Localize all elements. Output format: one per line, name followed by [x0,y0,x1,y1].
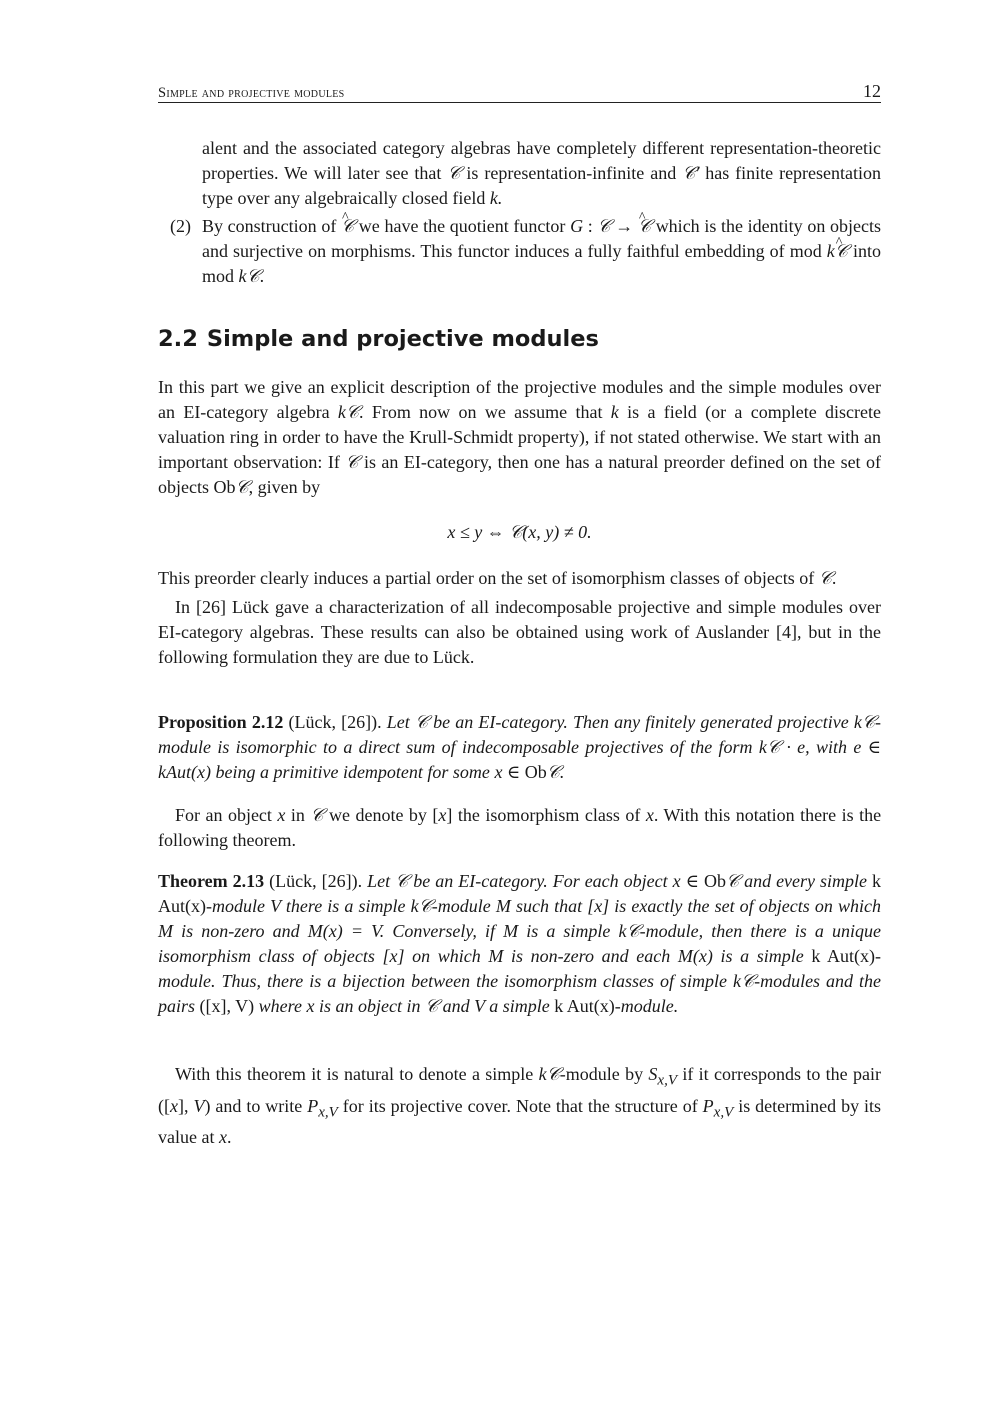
theorem-label: Theorem 2.13 [158,871,265,891]
theorem-2-13: Theorem 2.13 (Lück, [26]). Let 𝒞 be an EI-category. For each object x ∈ Ob𝒞 and every simple k Aut(x)-module V there is a simple k𝒞-module M such that [x] is exactly the set of objects on which M is non-zero and M(x) = V. Conversely, if M is a simple k𝒞-module, then there is a unique isomorphism class of objects [x] on which M is non-zero and each M(x) is a simple k Aut(x)-module. Thus, there is a bijection between the isomorphism classes of simple k𝒞-modules and the pairs ([x], V) where x is an object in 𝒞 and V a simple k Aut(x)-module. [158,871,882,1016]
section-heading [158,325,881,353]
running-title: Simple and projective modules [158,85,345,101]
running-header [158,80,881,103]
display-equation: x ≤ y ⇔ 𝒞(x, y) ≠ 0. [447,522,592,542]
proposition-label: Proposition 2.12 [158,712,284,732]
section-title: 2.2 Simple and projective modules [158,326,599,352]
continuation-block [158,136,881,289]
paragraph-luck: In [26] Lück gave a characterization of all indecomposable projective and simple modules over EI-category algebras. These results can also be obtained using work of Auslander [4], but in the following formulation they are due to Lück. [158,597,881,667]
list-item-2: (2) By construction of ^ 𝒞 we have the quotient functor G : 𝒞 → ^ 𝒞 which is the identity on objects and surjective on morphisms. This functor induces a fully faithful embedding of mod k^ 𝒞 into mod k𝒞. [158,214,881,289]
paragraph-notation: For an object x in 𝒞 we denote by [x] the isomorphism class of x. With this notation there is the following theorem. [158,805,882,850]
paragraph-notation-simple: With this theorem it is natural to denote a simple k𝒞-module by $S_{x,V}$ if it corresponds to the pair ([x], V) and to write $P_{x,V}$ for its projective cover. Note that the structure of $P_{x,V}$ is determined by its value at x. [158,1064,882,1148]
page-number: 12 [863,81,881,101]
paragraph-partial-order: This preorder clearly induces a partial order on the set of isomorphism classes of objects of 𝒞. In [26] Lück gave a characterization of all indecomposable projective and simple modules over EI-category algebras. These results can also be obtained using work of Auslander [4], but in the following formulation they are due to Lück. [158,566,881,670]
paragraph-intro: In this part we give an explicit description of the projective modules and the simple modules over an EI-category algebra k𝒞. From now on we assume that k is a field (or a complete discrete valuation ring in order to have the Krull-Schmidt property), if not stated otherwise. We start with an important observation: If 𝒞 is an EI-category, then one has a natural preorder defined on the set of objects Ob𝒞, given by [158,377,882,497]
proposition-2-12: Proposition 2.12 (Lück, [26]). Let 𝒞 be an EI-category. Then any finitely generated projective k𝒞-module is isomorphic to a direct sum of indecomposable projectives of the form k𝒞 · e, with e ∈ kAut(x) being a primitive idempotent for some x ∈ Ob𝒞. [158,712,882,782]
list-item-label: (2) [170,216,191,236]
continuation-paragraph: alent and the associated category algebras have completely different representation-theoretic properties. We will later see that 𝒞 is representation-infinite and 𝒞′ has finite representation type over any algebraically closed field k. [202,138,882,208]
